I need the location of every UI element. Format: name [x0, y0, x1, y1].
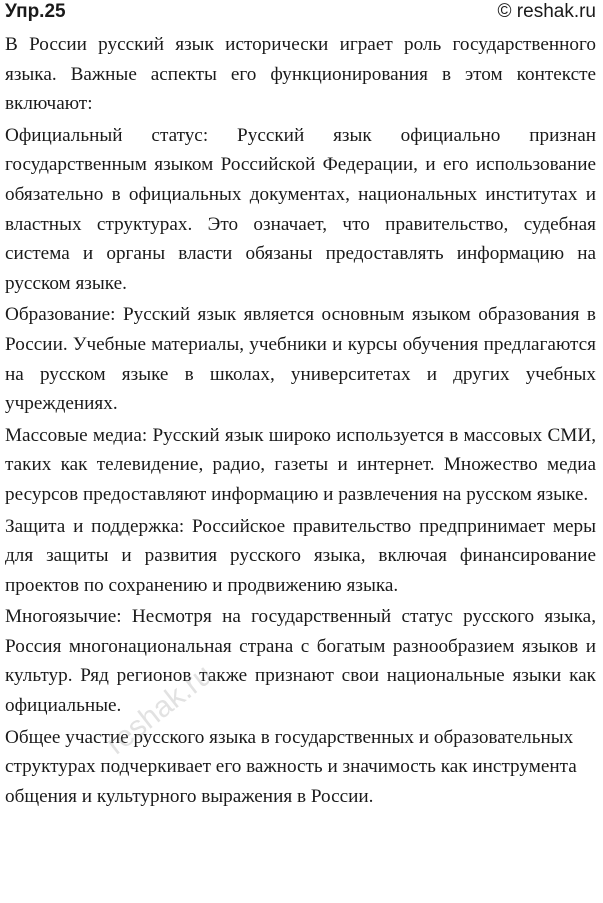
exercise-title: Упр.25	[5, 1, 66, 22]
paragraph-official-status: Официальный статус: Русский язык официально признан государственным языком Российской Федерации, и его использование обязательно в официальных документах, национальных институтах и властных структурах. Это означает, что правительство, судебная система и органы власти обязаны предоставлять информацию на русском языке.	[5, 124, 596, 294]
watermark: reshak.ru	[100, 658, 219, 762]
page-header	[5, 0, 596, 28]
paragraph-conclusion: Общее участие русского языка в государственных и образовательных структурах подчеркивает его важность и значимость как инструмента общения и культурного выражения в России.	[5, 726, 577, 807]
source-copyright: © reshak.ru	[497, 1, 596, 22]
paragraph-education: Образование: Русский язык является основным языком образования в России. Учебные материалы, учебники и курсы обучения предлагаются на русском языке в школах, университетах и других учебных учреждениях.	[5, 304, 596, 415]
paragraph-protection-support: Защита и поддержка: Российское правительство предпринимает меры для защиты и развития русского языка, включая финансирование проектов по сохранению и продвижению языка.	[5, 515, 596, 596]
paragraph-multilingualism: Многоязычие: Несмотря на государственный статус русского языка, Россия многонациональная страна с богатым разнообразием языков и культур. Ряд регионов также признают свои национальные языки как официальные.	[5, 606, 596, 717]
answer-text	[5, 30, 596, 811]
paragraph-mass-media: Массовые медиа: Русский язык широко используется в массовых СМИ, таких как телевидение, радио, газеты и интернет. Множество медиа ресурсов предоставляют информацию и развлечения на русском языке.	[5, 424, 596, 505]
paragraph-intro: В России русский язык исторически играет роль государственного языка. Важные аспекты его функционирования в этом контексте включают:	[5, 34, 596, 115]
